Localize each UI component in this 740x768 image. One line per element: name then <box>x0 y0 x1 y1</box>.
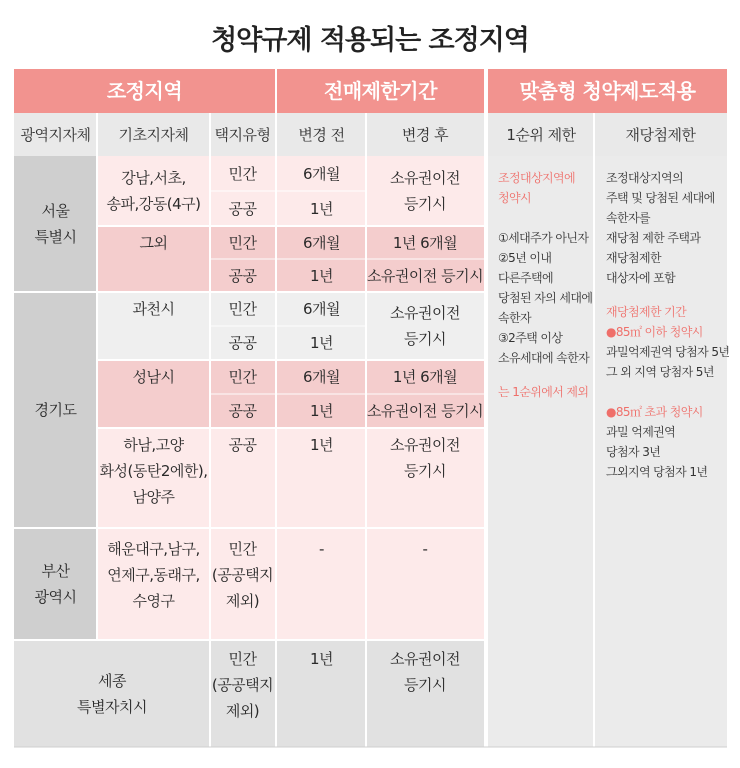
type-label: 공공 <box>228 334 257 352</box>
first-priority-item: 다른주택에 <box>498 271 553 285</box>
subheader-first-priority <box>488 113 594 156</box>
subheader-local <box>97 113 210 156</box>
before-other-private <box>277 226 366 259</box>
before-sejong <box>277 640 366 747</box>
rewin-small <box>606 302 730 382</box>
district-other-label: 그외 <box>139 234 168 252</box>
after-line2: 등기시 <box>404 195 446 213</box>
after-line1: 소유권이전 <box>390 304 460 322</box>
type-sejong <box>210 640 275 747</box>
type-busan-line1: 민간 <box>228 540 257 558</box>
type-label: 공공 <box>228 266 257 285</box>
type-seongnam-private <box>210 360 275 394</box>
type-other-public <box>210 259 275 292</box>
first-priority-item: 소유세대에 속한자 <box>498 351 590 365</box>
after-line2: 등기시 <box>404 462 446 480</box>
before-seongnam-private <box>277 360 366 394</box>
district-gwacheon <box>97 292 210 360</box>
type-sejong-line1: 민간 <box>228 650 257 668</box>
before-value: - <box>319 540 324 558</box>
type-hanam-public <box>210 428 275 528</box>
before-hanam <box>277 428 366 528</box>
region-gyeonggi <box>14 292 97 528</box>
type-label: 공공 <box>228 402 257 420</box>
subheader-first-priority-label: 1순위 제한 <box>506 125 576 144</box>
subheader-after-label: 변경 후 <box>401 125 449 144</box>
rewin-large <box>606 402 727 482</box>
district-busan-line3: 수영구 <box>132 592 175 610</box>
before-value: 6개월 <box>302 233 341 252</box>
after-seongnam-public <box>366 394 484 428</box>
rewin-small-item: 그 외 지역 당첨자 5년 <box>606 365 714 379</box>
type-busan-line3: 제외) <box>225 592 260 610</box>
rewin-intro-line: 대상자에 포함 <box>606 271 676 285</box>
type-other-private <box>210 226 275 259</box>
after-line1: 소유권이전 <box>390 650 460 668</box>
district-other <box>97 226 210 292</box>
first-priority-items <box>498 228 594 368</box>
type-sejong-line2: (공공택지 <box>211 676 274 694</box>
rewin-large-heading: ●85㎡ 초과 청약시 <box>606 405 703 419</box>
before-value: 1년 <box>309 650 334 668</box>
region-gyeonggi-label: 경기도 <box>34 401 77 419</box>
before-seongnam-public <box>277 394 366 428</box>
district-busan <box>97 528 210 640</box>
subheader-rewin-label: 재당첨제한 <box>625 125 696 144</box>
rewin-intro-line: 재당첨 제한 주택과 <box>606 231 701 245</box>
rewin-intro-line: 주택 및 당첨된 세대에 <box>606 191 715 205</box>
after-value: - <box>422 540 428 558</box>
district-seongnam <box>97 360 210 428</box>
first-priority-item: 당첨된 자의 세대에 <box>498 291 593 305</box>
region-busan-line1: 부산 <box>41 562 70 580</box>
type-gangnam-private <box>210 156 275 191</box>
after-seongnam-private <box>366 360 484 394</box>
before-gwacheon-private <box>277 292 366 326</box>
district-gangnam <box>97 156 210 226</box>
rewin-large-item: 그외지역 당첨자 1년 <box>606 465 708 479</box>
after-value: 소유권이전 등기시 <box>366 266 484 285</box>
subheader-before <box>277 113 366 156</box>
before-value: 1년 <box>309 436 334 454</box>
type-label: 민간 <box>228 233 257 252</box>
region-busan-line2: 광역시 <box>34 588 77 606</box>
district-hanam <box>97 428 210 528</box>
first-priority-panel <box>488 156 594 747</box>
district-gangnam-line1: 강남,서초, <box>121 169 186 187</box>
subheader-local-label: 기초지자체 <box>118 125 189 144</box>
type-label: 민간 <box>228 300 257 318</box>
district-hanam-line1: 하남,고양 <box>123 436 184 454</box>
before-value: 6개월 <box>302 368 341 386</box>
region-sejong-line1: 세종 <box>98 671 126 690</box>
type-sejong-line3: 제외) <box>225 702 260 720</box>
after-hanam <box>366 428 484 528</box>
type-label: 민간 <box>228 368 257 386</box>
before-busan <box>277 528 366 640</box>
after-other-private <box>366 226 484 259</box>
district-gangnam-line2: 송파,강동(4구) <box>106 195 201 213</box>
subheader-metro-label: 광역지자체 <box>20 125 91 144</box>
after-other-public <box>366 259 484 292</box>
header-resale-limit-label: 전매제한기간 <box>324 79 437 103</box>
before-value: 6개월 <box>302 300 341 318</box>
after-line1: 소유권이전 <box>390 436 460 454</box>
type-gwacheon-public <box>210 326 275 360</box>
district-gwacheon-label: 과천시 <box>132 300 175 318</box>
rewin-panel <box>594 156 730 747</box>
subheader-rewin <box>594 113 727 156</box>
rewin-intro-line: 재당첨제한 <box>606 251 661 265</box>
after-gwacheon <box>366 292 484 360</box>
subheader-after <box>366 113 484 156</box>
subheader-land-type <box>210 113 275 156</box>
first-priority-heading-line2: 청약시 <box>498 191 531 205</box>
region-sejong-line2: 특별자치시 <box>77 697 147 716</box>
header-resale-limit <box>277 69 484 113</box>
rewin-period-heading: 재당첨제한 기간 <box>606 305 687 319</box>
subheader-metro <box>14 113 97 156</box>
rewin-intro-line: 속한자를 <box>606 211 650 225</box>
header-custom-subscription <box>488 69 727 113</box>
before-other-public <box>277 259 366 292</box>
district-hanam-line3: 남양주 <box>132 488 175 506</box>
before-value: 6개월 <box>302 164 341 183</box>
after-sejong <box>366 640 484 747</box>
subheader-land-type-label: 택지유형 <box>214 125 271 144</box>
first-priority-item: ②5년 이내 <box>498 251 552 265</box>
type-label: 민간 <box>228 164 257 183</box>
after-value: 소유권이전 등기시 <box>366 402 484 420</box>
before-value: 1년 <box>309 199 334 218</box>
first-priority-item: ③2주택 이상 <box>498 331 563 345</box>
type-seongnam-public <box>210 394 275 428</box>
district-busan-line2: 연제구,동래구, <box>107 566 200 584</box>
rewin-intro <box>606 168 727 288</box>
page-title: 청약규제 적용되는 조정지역 <box>211 25 529 56</box>
after-value: 1년 6개월 <box>392 233 458 252</box>
after-line2: 등기시 <box>404 676 446 694</box>
before-gangnam-private <box>277 156 366 191</box>
first-priority-footer: 는 1순위에서 제외 <box>498 385 589 399</box>
before-gangnam-public <box>277 191 366 226</box>
rewin-small-heading: ●85㎡ 이하 청약시 <box>606 325 703 339</box>
header-adjustment-area-label: 조정지역 <box>106 79 183 103</box>
after-value: 1년 6개월 <box>392 368 458 386</box>
after-line2: 등기시 <box>404 330 446 348</box>
type-gwacheon-private <box>210 292 275 326</box>
rewin-large-item: 과밀 억제권역 <box>606 425 676 439</box>
type-busan <box>210 528 275 640</box>
region-sejong <box>14 640 210 747</box>
type-label: 공공 <box>228 436 257 454</box>
type-label: 공공 <box>228 199 257 218</box>
after-busan <box>366 528 484 640</box>
district-hanam-line2: 화성(동탄2에한), <box>99 462 208 480</box>
before-value: 1년 <box>309 266 334 285</box>
first-priority-heading <box>498 168 594 208</box>
before-value: 1년 <box>309 402 334 420</box>
type-busan-line2: (공공택지 <box>211 566 274 584</box>
first-priority-heading-line1: 조정대상지역에 <box>498 171 575 185</box>
first-priority-item: ①세대주가 아닌자 <box>498 231 589 245</box>
after-gangnam <box>366 156 484 226</box>
district-busan-line1: 해운대구,남구, <box>107 540 200 558</box>
rewin-intro-line: 조정대상지역의 <box>606 171 683 185</box>
before-value: 1년 <box>309 334 334 352</box>
header-custom-subscription-label: 맞춤형 청약제도적용 <box>519 79 696 103</box>
region-busan <box>14 528 97 640</box>
region-seoul <box>14 156 97 292</box>
subheader-before-label: 변경 전 <box>298 125 345 144</box>
rewin-large-item: 당첨자 3년 <box>606 445 661 459</box>
region-seoul-line1: 서울 <box>41 202 70 220</box>
region-seoul-line2: 특별시 <box>34 228 77 246</box>
after-line1: 소유권이전 <box>390 169 460 187</box>
rewin-small-item: 과밀억제권역 당첨자 5년 <box>606 345 730 359</box>
district-seongnam-label: 성남시 <box>132 368 175 386</box>
first-priority-item: 속한자 <box>498 311 531 325</box>
before-gwacheon-public <box>277 326 366 360</box>
type-gangnam-public <box>210 191 275 226</box>
header-adjustment-area <box>14 69 275 113</box>
